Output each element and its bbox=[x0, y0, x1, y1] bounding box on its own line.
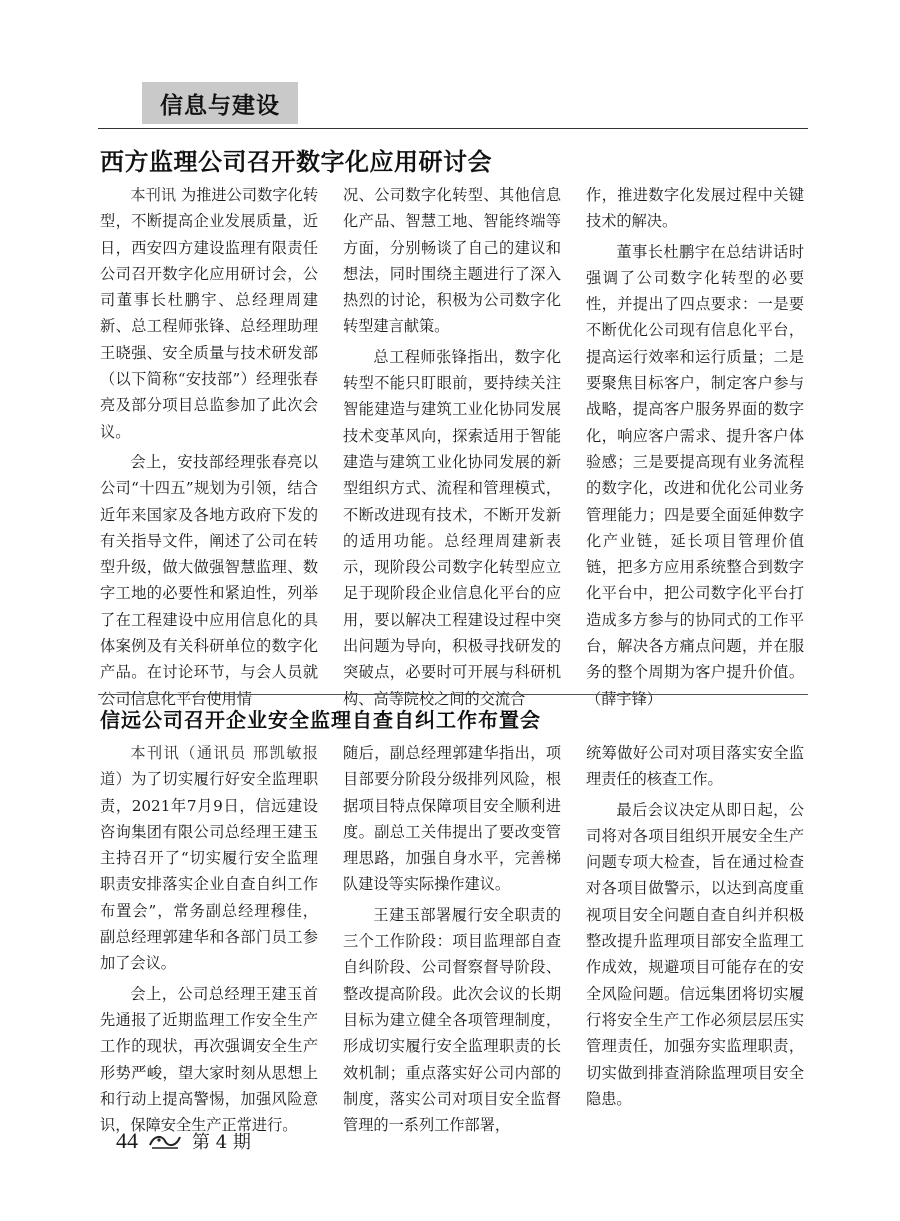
article1-title: 西方监理公司召开数字化应用研讨会 bbox=[100, 148, 492, 176]
page-number: 44 bbox=[116, 1128, 138, 1153]
page-footer bbox=[116, 1128, 251, 1154]
top-rule bbox=[98, 128, 808, 129]
paragraph-text: 为了切实履行好安全监理职责，2021年7月9日，信远建设咨询集团有限公司总经理王建玉主持召开了“切实履行安全监理职责安排落实企业自查自纠工作布置会”，常务副总经理穆佳，副总经理郭建华和各部门员工参加了会议。 bbox=[100, 770, 319, 973]
article2-column-2 bbox=[343, 740, 561, 1138]
paragraph: 会上，公司总经理王建玉首先通报了近期监理工作安全生产工作的现状，再次强调安全生产形势严峻，望大家时刻从思想上和行动上提高警惕，加强风险意识，保障安全生产正常进行。 bbox=[100, 984, 318, 1135]
paragraph: 作，推进数字化发展过程中关键技术的解决。 bbox=[586, 186, 804, 231]
article2-title: 信远公司召开企业安全监理自查自纠工作布置会 bbox=[100, 708, 541, 732]
paragraph-text: 为推进公司数字化转型，不断提高企业发展质量，近日，西安四方建设监理有限责任公司召开数字化应用研讨会，公司董事长杜鹏宇、总经理周建新、总工程师张锋、总经理助理王晓强、安全质量与技术研发部（以下简称“安技部”）经理张春亮及部分项目总监参加了此次会议。 bbox=[100, 186, 319, 441]
lead: 本刊讯（通讯员 邢凯敏报道） bbox=[100, 744, 318, 789]
paragraph: 最后会议决定从即日起，公司将对各项目组织开展安全生产问题专项大检查，旨在通过检查对各项目做警示，以达到高度重视项目安全问题自查自纠并积极整改提升监理项目部安全监理工作成效，规避项目可能存在的安全风险问题。信远集团将切实履行将安全生产工作必须层层压实管理责任，加强夯实监理职责，切实做到排查消除监理项目安全隐患。 bbox=[586, 800, 804, 1108]
paragraph bbox=[100, 182, 318, 445]
paragraph: 况、公司数字化转型、其他信息化产品、智慧工地、智能终端等方面，分别畅谈了自己的建议和想法，同时围绕主题进行了深入热烈的讨论，积极为公司数字化转型建言献策。 bbox=[343, 186, 561, 336]
section-divider bbox=[98, 694, 808, 695]
paragraph: 王建玉部署履行安全职责的三个工作阶段：项目监理部自查自纠阶段、公司督察督导阶段、整改提高阶段。此次会议的长期目标为建立健全各项管理制度，形成切实履行安全监理职责的长效机制；重点落实好公司内部的制度，落实公司对项目安全监督管理的一系列工作部署， bbox=[343, 905, 561, 1135]
article2-column-1 bbox=[100, 740, 318, 1138]
article2-column-3 bbox=[586, 740, 804, 1112]
article1-column-1 bbox=[100, 182, 318, 712]
section-tag: 信息与建设 bbox=[142, 82, 298, 124]
paragraph: 统筹做好公司对项目落实安全监理责任的核查工作。 bbox=[586, 744, 804, 789]
publication-logo-icon bbox=[148, 1131, 182, 1151]
lead: 本刊讯 bbox=[130, 186, 177, 204]
paragraph bbox=[100, 740, 318, 977]
paragraph: 随后，副总经理郭建华指出，项目部要分阶段分级排列风险，根据项目特点保障项目安全顺利进度。副总工关伟提出了要改变管理思路，加强自身水平，完善梯队建设等实际操作建议。 bbox=[343, 744, 561, 894]
paragraph: 董事长杜鹏宇在总结讲话时强调了公司数字化转型的必要性，并提出了四点要求：一是要不断优化公司现有信息化平台，提高运行效率和运行质量；二是要聚焦目标客户，制定客户参与战略，提高客户服务界面的数字化，响应客户需求、提升客户体验感；三是要提高现有业务流程的数字化，改进和优化公司业务管理能力；四是要全面延伸数字化产业链，延长项目管理价值链，把多方应用系统整合到数字化平台中，把公司数字化平台打造成多方参与的协同式的工作平台，解决各方痛点问题，并在服务的整个周期为客户提升价值。（薛宇锋） bbox=[586, 242, 804, 708]
paragraph: 会上，安技部经理张春亮以公司“十四五”规划为引领，结合近年来国家及各地方政府下发的有关指导文件，阐述了公司在转型升级，做大做强智慧监理、数字工地的必要性和紧迫性，列举了在工程建设中应用信息化的具体案例及有关科研单位的数字化产品。在讨论环节，与会人员就公司信息化平台使用情 bbox=[100, 452, 318, 708]
paragraph: 总工程师张锋指出，数字化转型不能只盯眼前，要持续关注智能建造与建筑工业化协同发展技术变革风向，探索适用于智能建造与建筑工业化协同发展的新型组织方式、流程和管理模式，不断改进现有技术，不断开发新的适用功能。总经理周建新表示，现阶段公司数字化转型应立足于现阶段企业信息化平台的应用，要以解决工程建设过程中突出问题为导向，积极寻找研发的突破点，必要时可开展与科研机构、高等院校之间的交流合 bbox=[343, 347, 561, 708]
article1-column-3 bbox=[586, 182, 804, 712]
article1-column-2 bbox=[343, 182, 561, 712]
issue-label: 第 4 期 bbox=[192, 1132, 251, 1153]
